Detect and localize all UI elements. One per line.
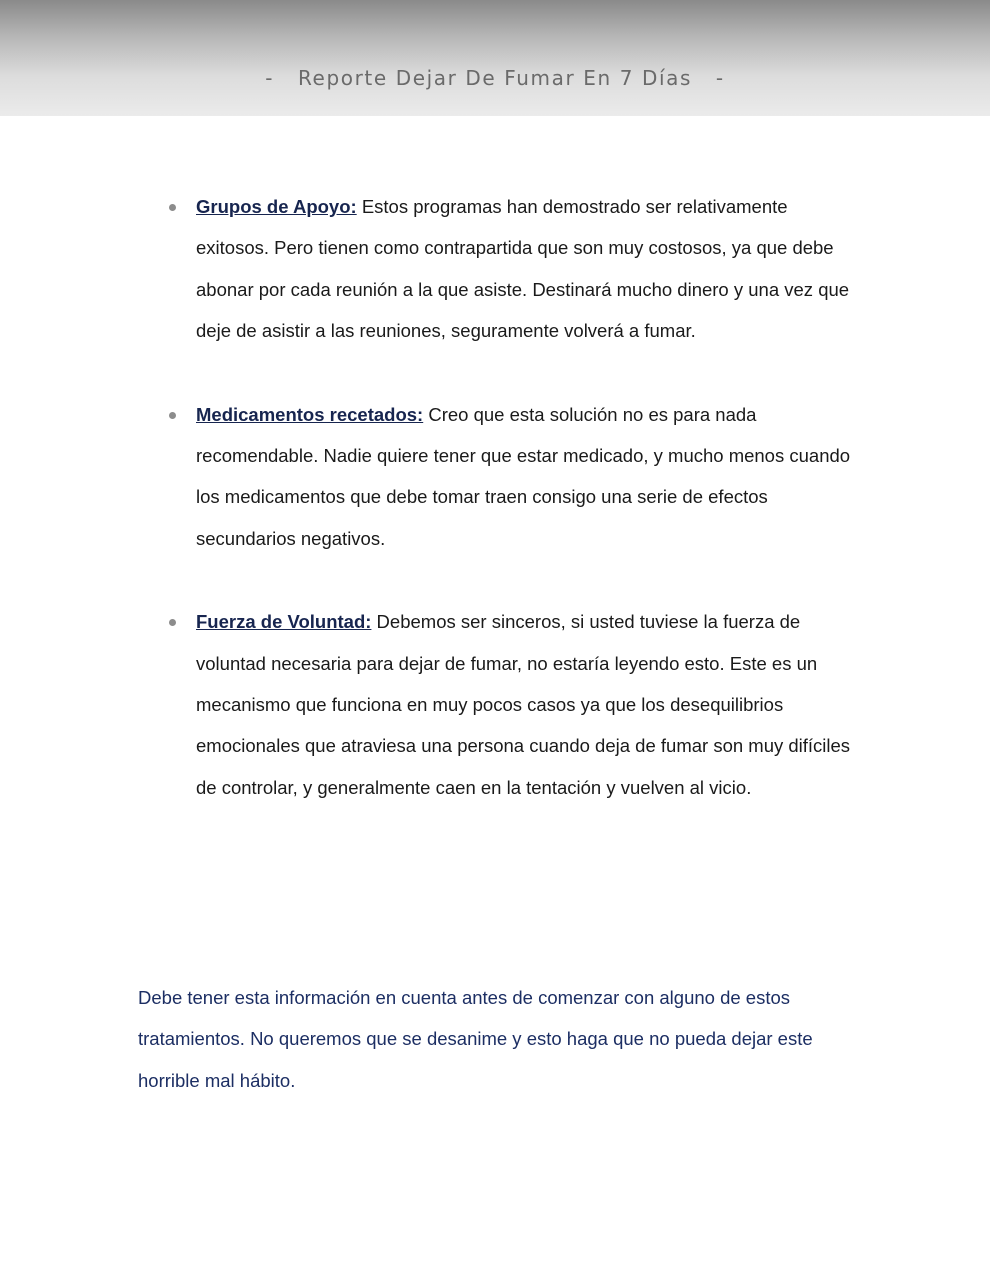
bullet-item-support-groups — [196, 186, 856, 352]
bullet-term: Grupos de Apoyo: — [196, 196, 357, 217]
bullet-icon — [169, 412, 176, 419]
bullet-icon — [169, 619, 176, 626]
bullet-icon — [169, 204, 176, 211]
header-title: - Reporte Dejar De Fumar En 7 Días - — [265, 66, 725, 90]
bullet-text: Debemos ser sinceros, si usted tuviese la fuerza de voluntad necesaria para dejar de fumar, no estaría leyendo esto. Este es un mecanismo que funciona en muy pocos casos ya que los desequilibrios emocionales que atraviesa una persona cuando deja de fumar son muy difíciles de controlar, y generalmente caen en la tentación y vuelven al vicio. — [196, 611, 851, 798]
bullet-term: Medicamentos recetados: — [196, 403, 424, 425]
bullet-text: Estos programas han demostrado ser relativamente exitosos. Pero tienen como contrapartida que son muy costosos, ya que debe abonar por cada reunión a la que asiste. Destinará mucho dinero y una vez que deje de asistir a las reuniones, seguramente volverá a fumar. — [196, 196, 850, 342]
page-header — [0, 0, 990, 116]
bullet-term: Fuerza de Voluntad: — [196, 611, 372, 633]
bullet-text: Creo que esta solución no es para nada recomendable. Nadie quiere tener que estar medicado, y mucho menos cuando los medicamentos que debe tomar traen consigo una serie de efectos secundarios negativos. — [196, 403, 851, 549]
closing-paragraph: Debe tener esta información en cuenta antes de comenzar con alguno de estos tratamientos. No queremos que se desanime y esto haga que no pueda dejar este horrible mal hábito. — [138, 987, 813, 1091]
bullet-item-prescribed-medication — [196, 394, 856, 560]
bullet-item-willpower — [196, 601, 856, 808]
bullet-list — [0, 186, 990, 808]
